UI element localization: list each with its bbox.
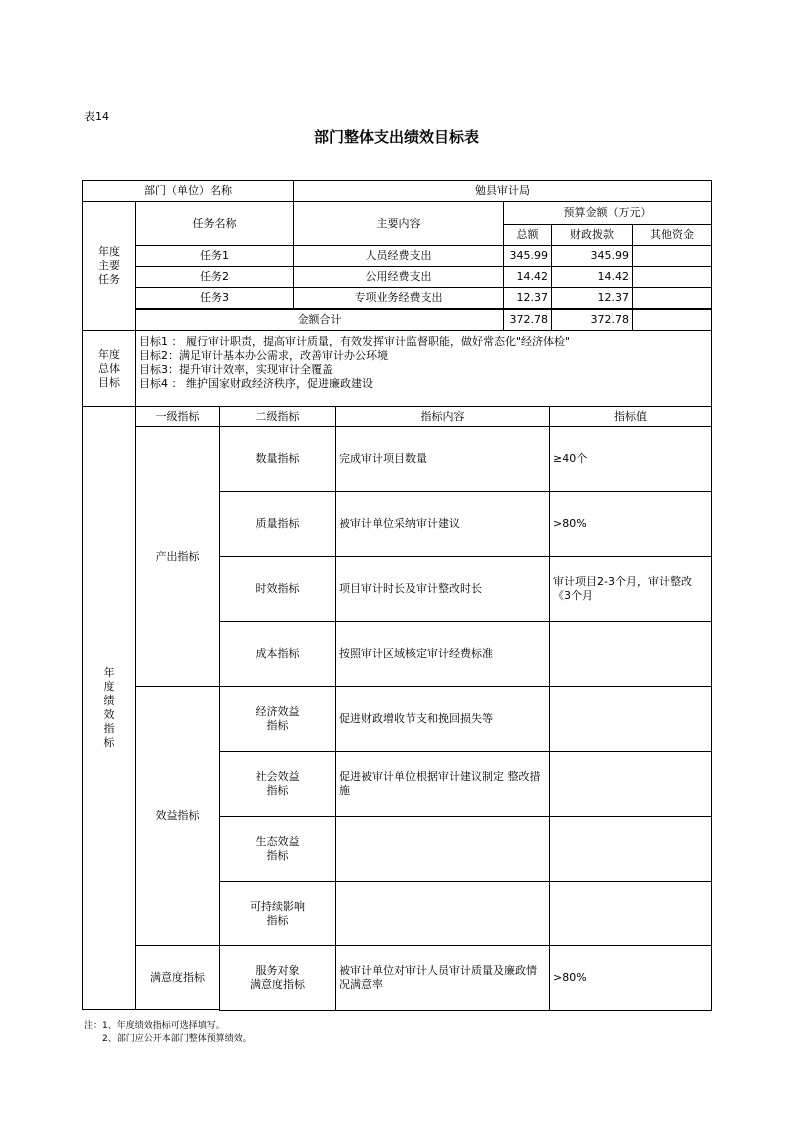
- goal-line: 目标2：满足审计基本办公需求，改善审计办公环境: [139, 349, 388, 362]
- task-content: 人员经费支出: [293, 245, 504, 267]
- indicators-group-label: 年 度 绩 效 指 标: [82, 406, 136, 1010]
- task-content: 专项业务经费支出: [293, 287, 504, 309]
- col-content: 指标内容: [335, 406, 550, 427]
- sum-fiscal: 372.78: [551, 309, 633, 331]
- col-fiscal: 财政拨款: [551, 224, 633, 246]
- indicator-content: 促进被审计单位根据审计建议制定 整改措施: [335, 751, 550, 817]
- task-content: 公用经费支出: [293, 266, 504, 288]
- goal-line: 目标1 ： 履行审计职责，提高审计质量，有效发挥审计监督职能，做好常态化"经济体检": [139, 335, 571, 348]
- indicator-content: 项目审计时长及审计整改时长: [335, 556, 550, 622]
- sum-other: [632, 309, 712, 331]
- task-total: 12.37: [503, 287, 552, 309]
- task-name: 任务1: [135, 245, 294, 267]
- indicator-value: [549, 751, 712, 817]
- task-fiscal: 345.99: [551, 245, 633, 267]
- indicator-content: 按照审计区域核定审计经费标准: [335, 621, 550, 687]
- col-other: 其他资金: [632, 224, 712, 246]
- indicator-value: >80%: [549, 945, 712, 1011]
- goals-group-label: 年度 总体 目标: [82, 330, 136, 407]
- task-total: 345.99: [503, 245, 552, 267]
- level2-indicator: 数量指标: [219, 426, 336, 492]
- level1-satisfaction: 满意度指标: [135, 945, 220, 1010]
- col-total: 总额: [503, 224, 552, 246]
- indicator-value: >80%: [549, 491, 712, 557]
- col-level1: 一级指标: [135, 406, 220, 427]
- level2-indicator: 服务对象 满意度指标: [219, 945, 336, 1011]
- level1-benefit: 效益指标: [135, 686, 220, 946]
- level2-indicator: 经济效益 指标: [219, 686, 336, 752]
- goals-box: [135, 330, 712, 407]
- task-name: 任务3: [135, 287, 294, 309]
- indicator-value: [549, 881, 712, 946]
- task-other: [632, 287, 712, 309]
- task-fiscal: 12.37: [551, 287, 633, 309]
- indicator-content: 被审计单位对审计人员审计质量及廉政情况满意率: [335, 945, 550, 1011]
- sum-total: 372.78: [503, 309, 552, 331]
- col-budget: 预算金额（万元）: [503, 201, 712, 225]
- indicator-value: ≥40个: [549, 426, 712, 492]
- col-value: 指标值: [549, 406, 712, 427]
- level1-output: 产出指标: [135, 426, 220, 687]
- indicator-content: 被审计单位采纳审计建议: [335, 491, 550, 557]
- task-other: [632, 266, 712, 288]
- page-label: 表14: [84, 110, 109, 123]
- task-name: 任务2: [135, 266, 294, 288]
- indicator-content: [335, 816, 550, 882]
- level2-indicator: 时效指标: [219, 556, 336, 622]
- task-other: [632, 245, 712, 267]
- dept-label: 部门（单位）名称: [82, 180, 294, 202]
- note-line: 注：1、年度绩效指标可选择填写。: [84, 1021, 225, 1031]
- level2-indicator: 生态效益 指标: [219, 816, 336, 882]
- col-level2: 二级指标: [219, 406, 336, 427]
- dept-value: 勉县审计局: [293, 180, 712, 202]
- page-title: 部门整体支出绩效目标表: [313, 128, 479, 146]
- col-main-content: 主要内容: [293, 201, 504, 246]
- task-fiscal: 14.42: [551, 266, 633, 288]
- indicator-value: [549, 686, 712, 752]
- indicator-value: [549, 816, 712, 882]
- indicator-content: 完成审计项目数量: [335, 426, 550, 492]
- goal-line: 目标3：提升审计效率，实现审计全覆盖: [139, 363, 333, 376]
- indicator-value: 审计项目2-3个月，审计整改《3个月: [549, 556, 712, 622]
- level2-indicator: 可持续影响 指标: [219, 881, 336, 946]
- level2-indicator: 成本指标: [219, 621, 336, 687]
- level2-indicator: 质量指标: [219, 491, 336, 557]
- indicator-content: 促进财政增收节支和挽回损失等: [335, 686, 550, 752]
- indicator-content: [335, 881, 550, 946]
- level2-indicator: 社会效益 指标: [219, 751, 336, 817]
- tasks-group-label: 年度 主要 任务: [82, 201, 136, 331]
- note-line: 2、部门应公开本部门整体预算绩效。: [102, 1034, 252, 1044]
- notes: [84, 1020, 252, 1046]
- task-total: 14.42: [503, 266, 552, 288]
- sum-label: 金额合计: [135, 309, 504, 331]
- indicator-value: [549, 621, 712, 687]
- col-task-name: 任务名称: [135, 201, 294, 246]
- goal-line: 目标4 ： 维护国家财政经济秩序，促进廉政建设: [139, 377, 373, 390]
